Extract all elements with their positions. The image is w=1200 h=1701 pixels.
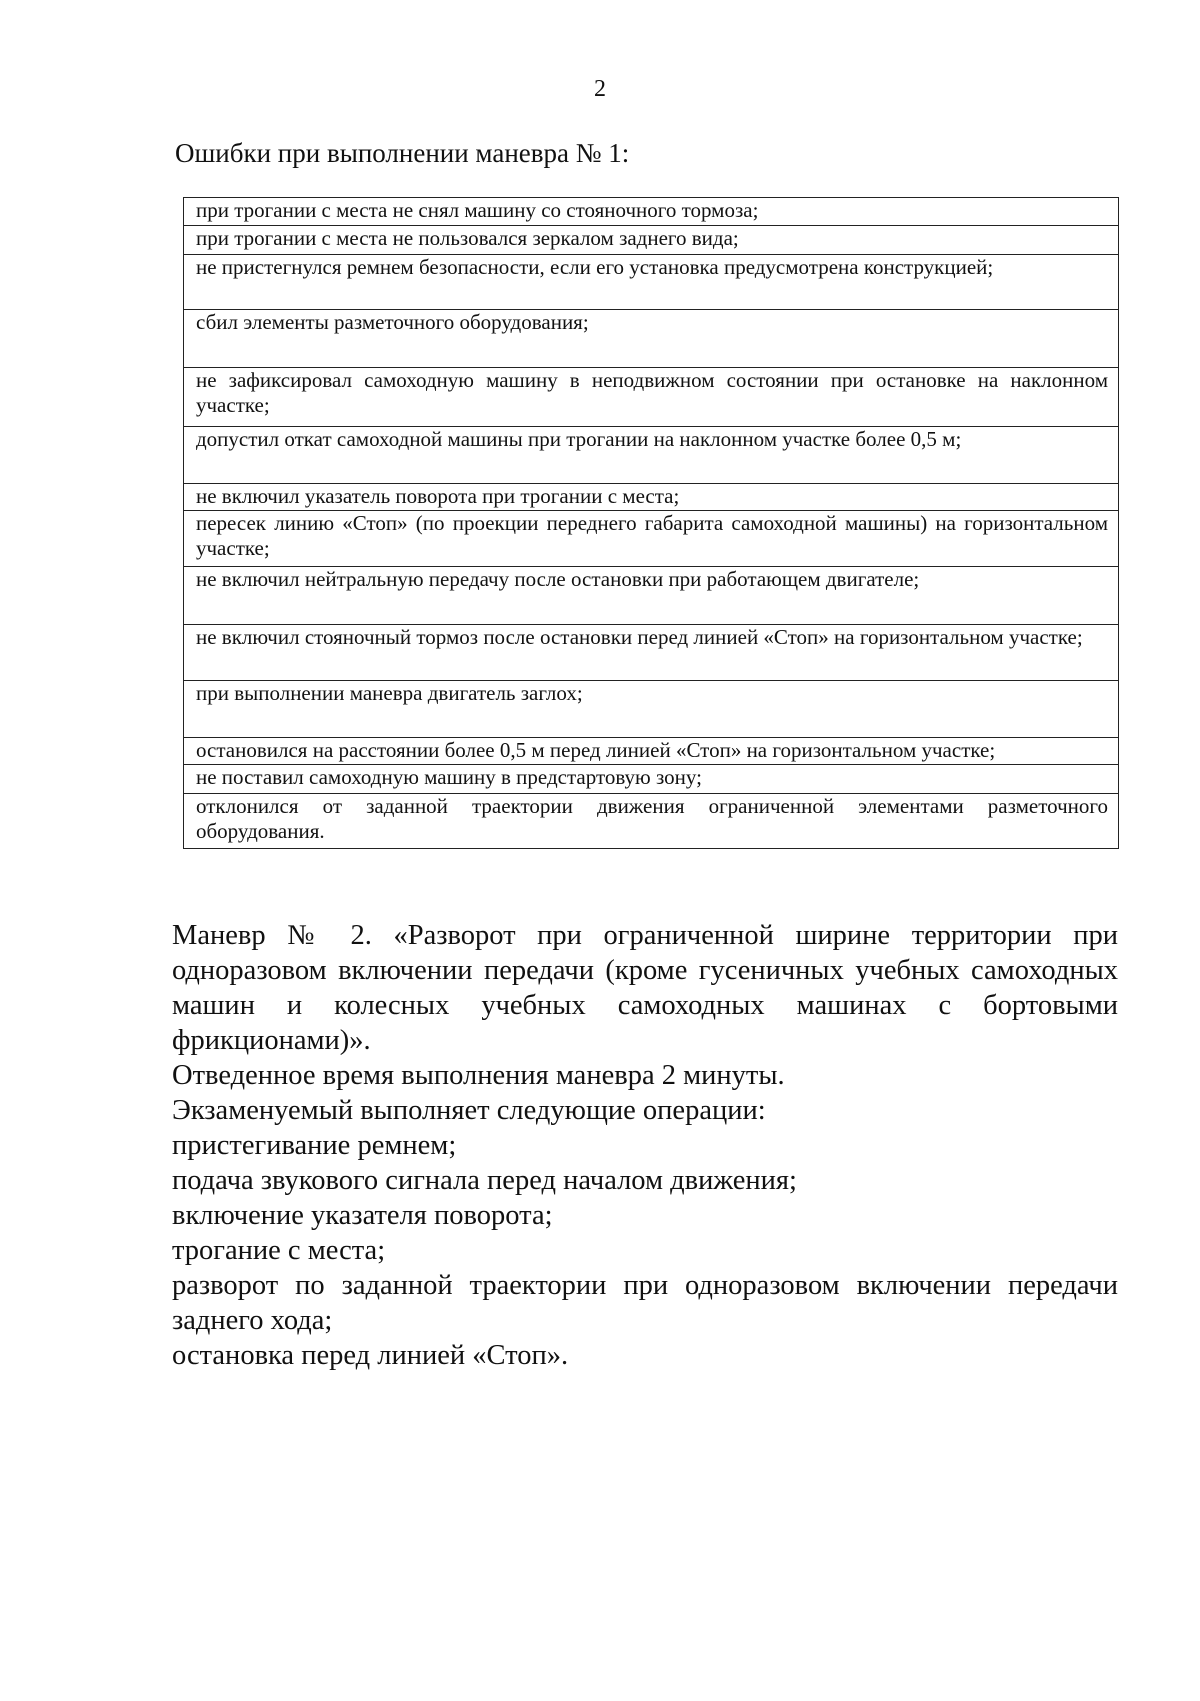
table-row: не включил указатель поворота при трогании с места; xyxy=(184,484,1118,511)
list-item: включение указателя поворота; xyxy=(172,1200,553,1231)
table-row: не включил стояночный тормоз после остановки перед линией «Стоп» на горизонтальном участке; xyxy=(184,625,1118,681)
errors-heading: Ошибки при выполнении маневра № 1: xyxy=(175,138,630,168)
table-row: не включил нейтральную передачу после остановки при работающем двигателе; xyxy=(184,567,1118,625)
table-row: допустил откат самоходной машины при трогании на наклонном участке более 0,5 м; xyxy=(184,427,1118,484)
list-item: подача звукового сигнала перед началом движения; xyxy=(172,1165,797,1196)
maneuver-2-section xyxy=(172,918,1118,1373)
maneuver-2-operations-intro: Экзаменуемый выполняет следующие операции: xyxy=(172,1095,766,1126)
table-row: не пристегнулся ремнем безопасности, если его установка предусмотрена конструкцией; xyxy=(184,255,1118,310)
table-row: отклонился от заданной траектории движения ограниченной элементами разметочного оборудования. xyxy=(196,794,1108,843)
list-item: пристегивание ремнем; xyxy=(172,1130,457,1161)
maneuver-2-time-note: Отведенное время выполнения маневра 2 минуты. xyxy=(172,1060,785,1091)
table-row: при трогании с места не снял машину со стояночного тормоза; xyxy=(184,198,1118,226)
maneuver-2-title: Маневр № 2. «Разворот при ограниченной ширине территории при одноразовом включении передачи (кроме гусеничных учебных самоходных машин и колесных учебных самоходных машинах с бортовыми фрикционами)». xyxy=(172,920,1118,1056)
table-row: сбил элементы разметочного оборудования; xyxy=(184,310,1118,368)
list-item: трогание с места; xyxy=(172,1235,386,1266)
table-row: не поставил самоходную машину в предстартовую зону; xyxy=(184,765,1118,794)
table-row: при выполнении маневра двигатель заглох; xyxy=(184,681,1118,738)
table-row: остановился на расстоянии более 0,5 м перед линией «Стоп» на горизонтальном участке; xyxy=(184,738,1118,765)
page-number: 2 xyxy=(594,76,606,102)
list-item: разворот по заданной траектории при одноразовом включении передачи заднего хода; xyxy=(172,1270,1118,1336)
table-row: при трогании с места не пользовался зеркалом заднего вида; xyxy=(184,226,1118,255)
list-item: остановка перед линией «Стоп». xyxy=(172,1340,569,1371)
errors-table xyxy=(183,197,1119,849)
table-row: пересек линию «Стоп» (по проекции переднего габарита самоходной машины) на горизонтальном участке; xyxy=(184,511,1118,567)
table-row: не зафиксировал самоходную машину в неподвижном состоянии при остановке на наклонном участке; xyxy=(184,368,1118,427)
